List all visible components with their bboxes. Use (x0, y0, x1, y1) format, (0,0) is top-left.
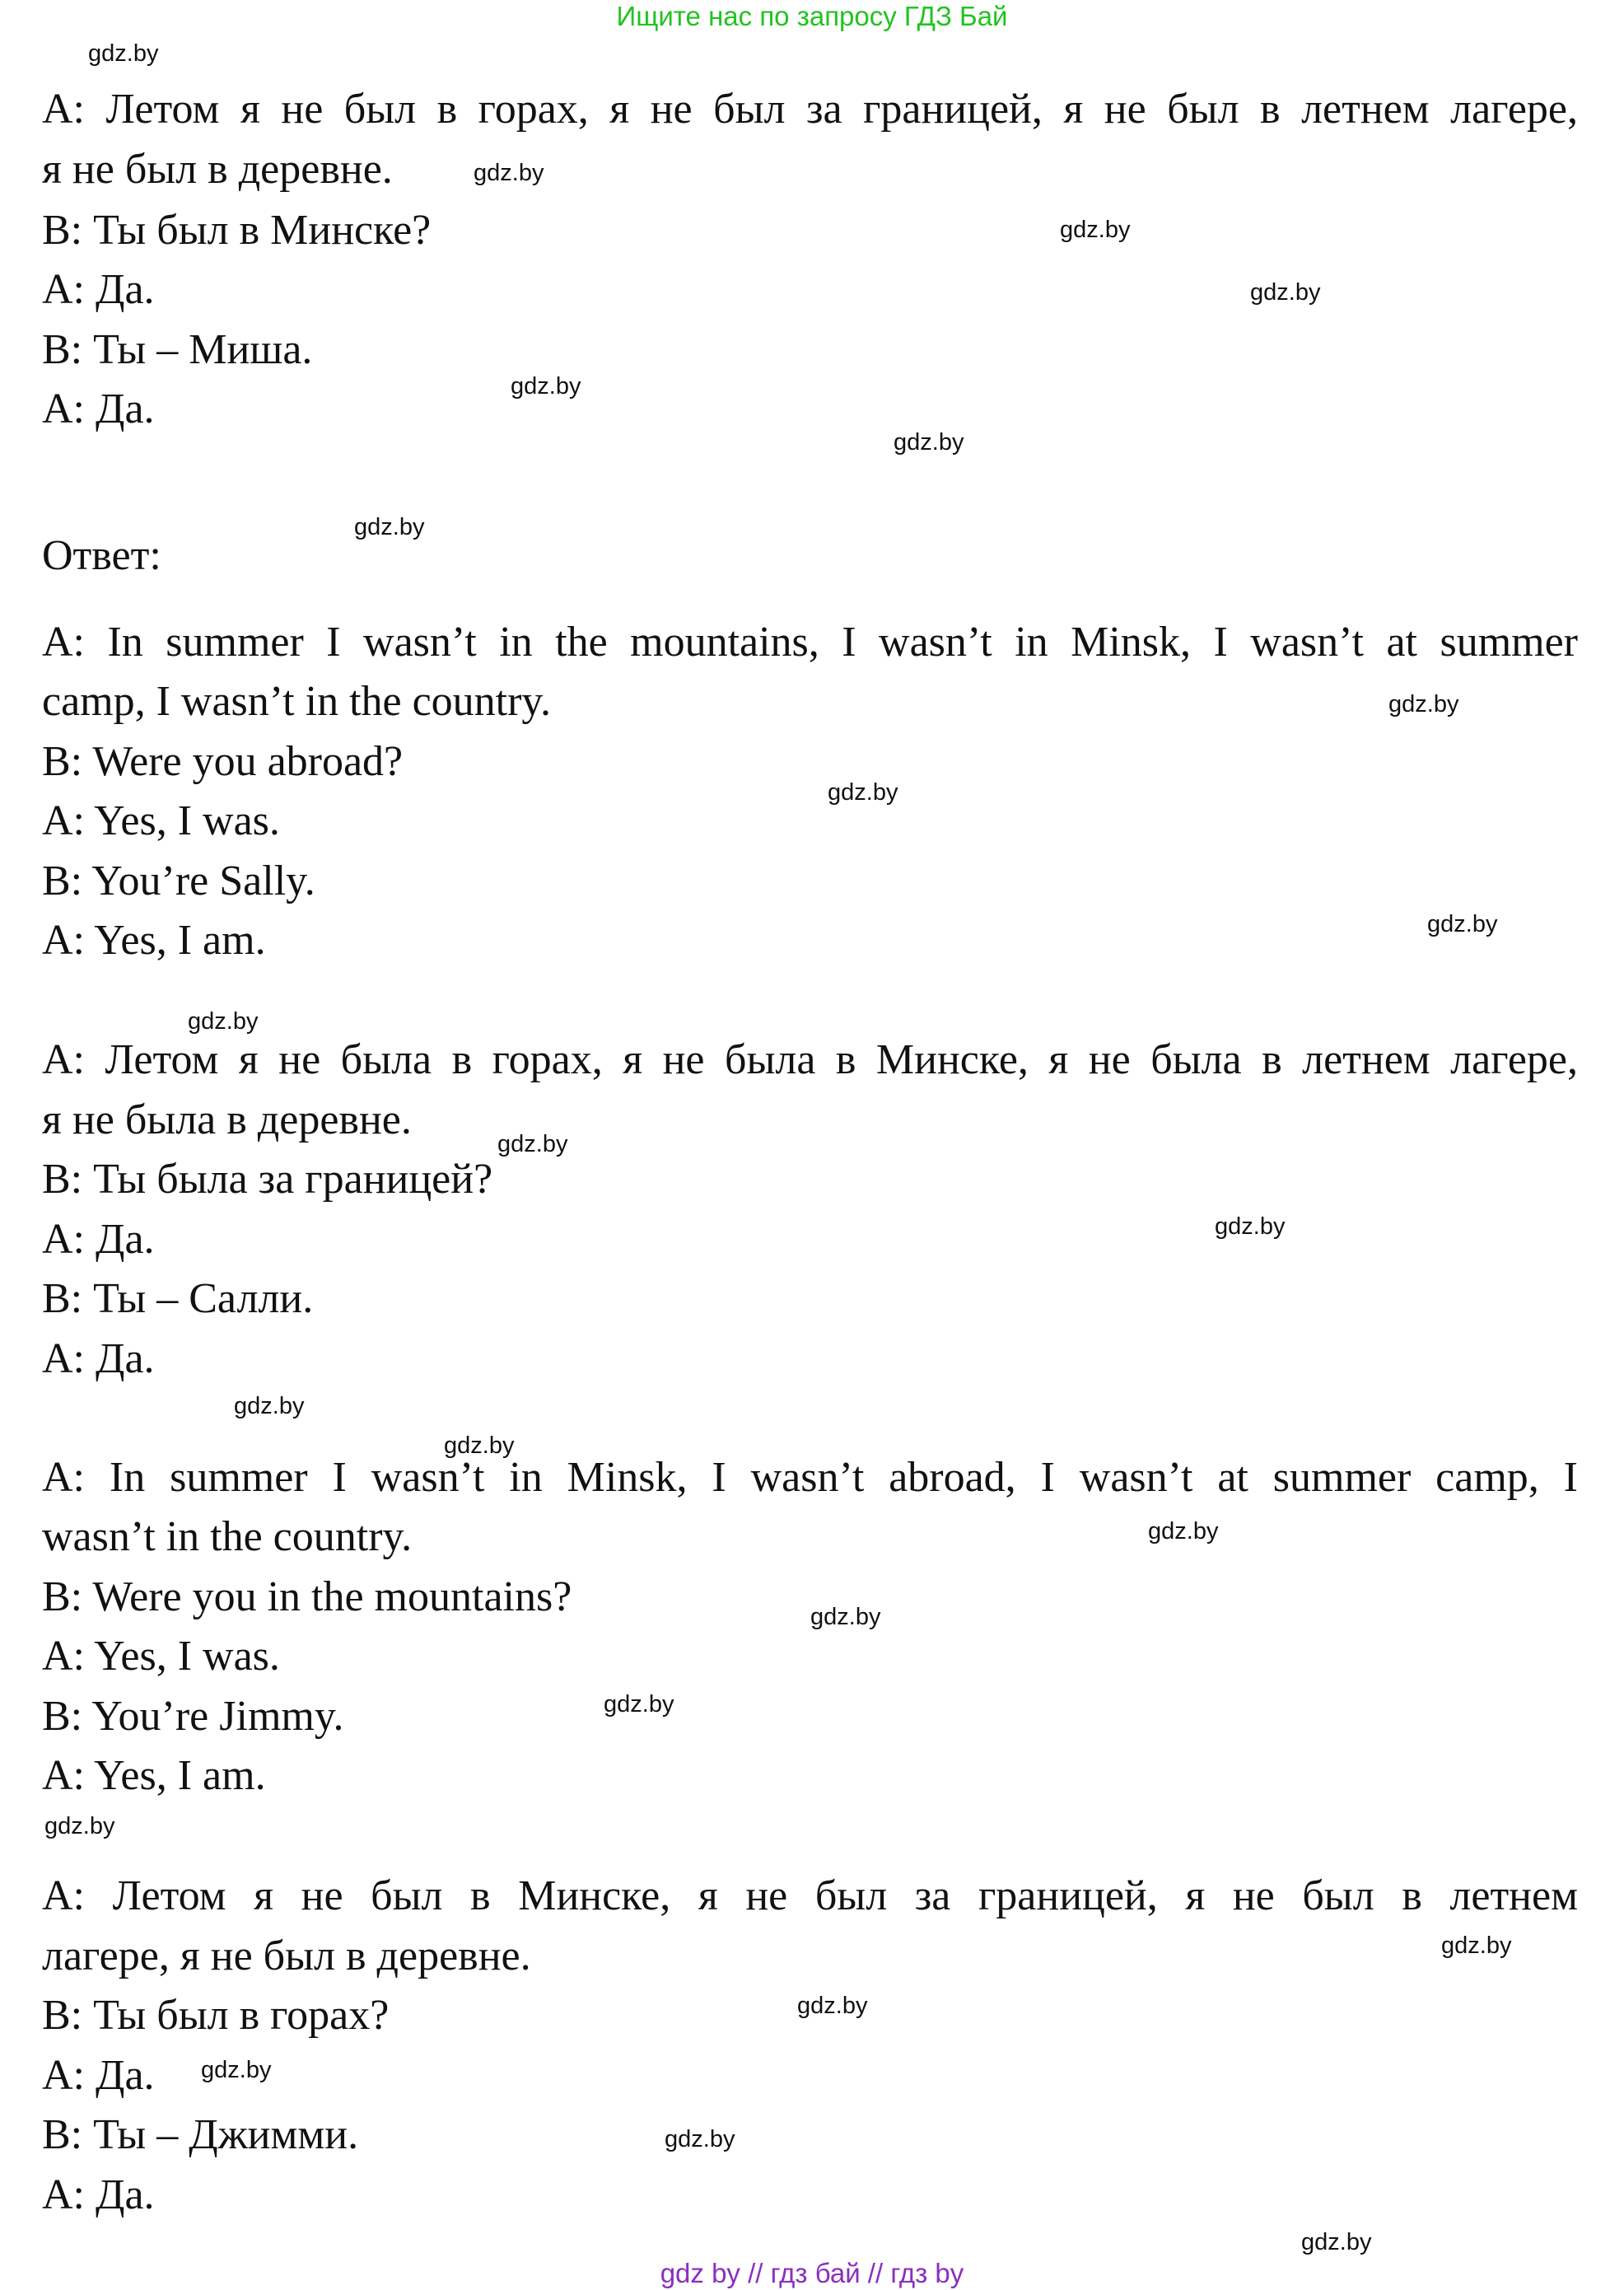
dialogue-line: B: Were you in the mountains? (42, 1573, 572, 1620)
dialogue-line: B: You’re Sally. (42, 858, 315, 904)
dialogue-line: В: Ты – Миша. (42, 326, 313, 373)
watermark: gdz.by (234, 1393, 305, 1419)
dialogue-line: A: Yes, I am. (42, 917, 266, 964)
dialogue-line: А: Да. (42, 1216, 155, 1263)
watermark: gdz.by (1427, 911, 1498, 937)
dialogue-line: А: Летом я не был в Минске, я не был за границей, я не был в летнем (42, 1872, 1578, 1919)
watermark: gdz.by (1148, 1518, 1219, 1545)
watermark: gdz.by (188, 1008, 259, 1035)
watermark: gdz.by (444, 1432, 515, 1459)
dialogue-line: camp, I wasn’t in the country. (42, 678, 552, 725)
dialogue-line: А: Летом я не был в горах, я не был за границей, я не был в летнем лагере, (42, 86, 1578, 133)
dialogue-line: В: Ты – Джимми. (42, 2111, 359, 2158)
watermark: gdz.by (828, 779, 898, 806)
dialogue-line: В: Ты была за границей? (42, 1156, 493, 1203)
watermark: gdz.by (88, 40, 159, 67)
dialogue-line: А: Да. (42, 2052, 155, 2099)
watermark: gdz.by (1301, 2229, 1372, 2255)
watermark: gdz.by (1388, 691, 1459, 717)
dialogue-line: я не был в деревне. (42, 146, 393, 193)
dialogue-line: wasn’t in the country. (42, 1513, 413, 1560)
dialogue-line: А: Да. (42, 386, 155, 432)
dialogue-line: В: Ты – Салли. (42, 1275, 314, 1322)
dialogue-line: A: In summer I wasn’t in Minsk, I wasn’t abroad, I wasn’t at summer camp, I (42, 1454, 1578, 1501)
dialogue-line: B: Were you abroad? (42, 738, 404, 785)
watermark: gdz.by (1060, 217, 1131, 243)
answer-heading: Ответ: (42, 532, 161, 579)
dialogue-line: А: Да. (42, 266, 155, 313)
dialogue-line: A: Yes, I am. (42, 1752, 266, 1799)
watermark: gdz.by (1250, 279, 1321, 306)
dialogue-line: В: Ты был в горах? (42, 1992, 390, 2039)
watermark: gdz.by (201, 2057, 272, 2083)
watermark: gdz.by (894, 429, 964, 456)
dialogue-line: B: You’re Jimmy. (42, 1693, 344, 1740)
watermark: gdz.by (1215, 1213, 1286, 1240)
dialogue-line: A: In summer I wasn’t in the mountains, I wasn’t in Minsk, I wasn’t at summer (42, 619, 1578, 666)
dialogue-line: A: Yes, I was. (42, 1633, 280, 1680)
watermark: gdz.by (354, 514, 425, 540)
search-banner[interactable]: Ищите нас по запросу ГДЗ Бай (616, 1, 1008, 31)
watermark: gdz.by (604, 1691, 674, 1718)
footer-links[interactable]: gdz by // гдз бай // гдз by (660, 2258, 964, 2288)
watermark: gdz.by (44, 1813, 115, 1839)
dialogue-line: лагере, я не был в деревне. (42, 1932, 531, 1979)
watermark: gdz.by (474, 160, 544, 186)
watermark: gdz.by (497, 1131, 568, 1157)
dialogue-line: А: Летом я не была в горах, я не была в Минске, я не была в летнем лагере, (42, 1036, 1578, 1083)
dialogue-line: А: Да. (42, 1335, 155, 1382)
dialogue-line: A: Yes, I was. (42, 797, 280, 844)
watermark: gdz.by (810, 1604, 881, 1630)
watermark: gdz.by (665, 2126, 735, 2152)
watermark: gdz.by (797, 1993, 868, 2019)
dialogue-line: В: Ты был в Минске? (42, 207, 432, 254)
watermark: gdz.by (511, 373, 581, 400)
dialogue-line: я не была в деревне. (42, 1096, 412, 1143)
watermark: gdz.by (1441, 1932, 1512, 1959)
dialogue-line: А: Да. (42, 2171, 155, 2218)
